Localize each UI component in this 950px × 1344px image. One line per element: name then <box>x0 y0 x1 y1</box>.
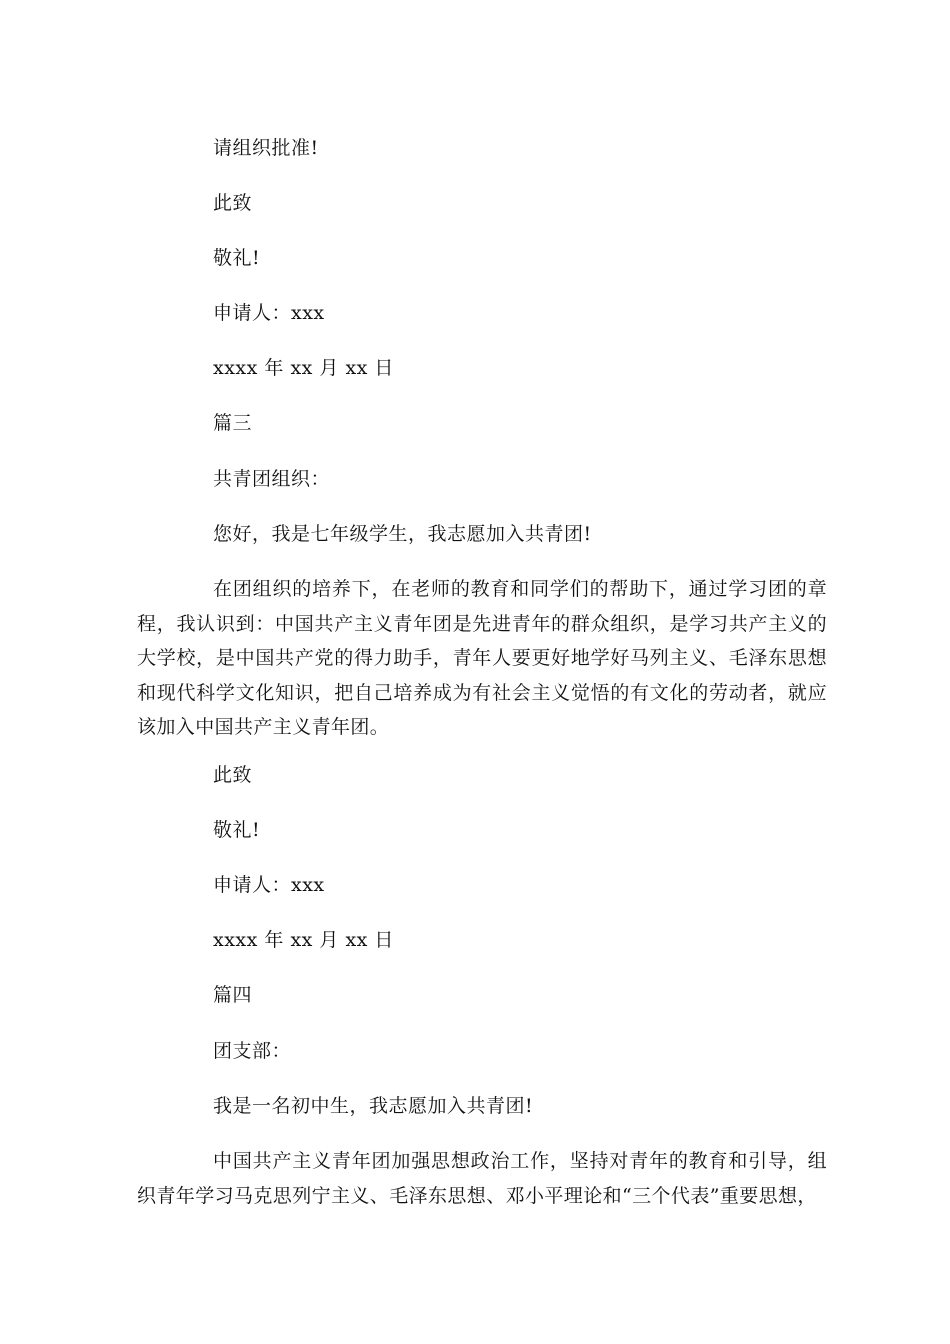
cizhi-line: 此致 <box>213 192 253 214</box>
part3-applicant-line: 申请人：xxx <box>213 874 325 896</box>
part3-body-paragraph: 在团组织的培养下，在老师的教育和同学们的帮助下，通过学习团的章程，我认识到：中国共产主义青年团是先进青年的群众组织，是学习共产主义的大学校，是中国共产党的得力助手，青年人要更好地学好马列主义、毛泽东思想和现代科学文化知识，把自己培养成为有社会主义觉悟的有文化的劳动者，就应该加入中国共产主义青年团。 <box>137 578 827 738</box>
part3-salutation: 共青团组织： <box>213 468 331 490</box>
applicant-line: 申请人：xxx <box>213 302 325 324</box>
part4-intro: 我是一名初中生，我志愿加入共青团! <box>213 1095 534 1117</box>
part4-body-paragraph: 中国共产主义青年团加强思想政治工作，坚持对青年的教育和引导，组织青年学习马克思列宁主义、毛泽东思想、邓小平理论和“三个代表”重要思想， <box>137 1150 827 1207</box>
jingli-line: 敬礼! <box>213 247 261 269</box>
part3-jingli-line: 敬礼! <box>213 819 261 841</box>
part3-date-line: xxxx 年 xx 月 xx 日 <box>213 929 394 951</box>
part4-salutation: 团支部： <box>213 1040 292 1062</box>
request-approval-line: 请组织批准! <box>213 137 319 159</box>
part3-intro: 您好，我是七年级学生，我志愿加入共青团! <box>213 523 592 545</box>
date-line: xxxx 年 xx 月 xx 日 <box>213 357 394 379</box>
part4-heading: 篇四 <box>213 984 253 1006</box>
part3-cizhi-line: 此致 <box>213 764 253 786</box>
part3-heading: 篇三 <box>213 412 253 434</box>
